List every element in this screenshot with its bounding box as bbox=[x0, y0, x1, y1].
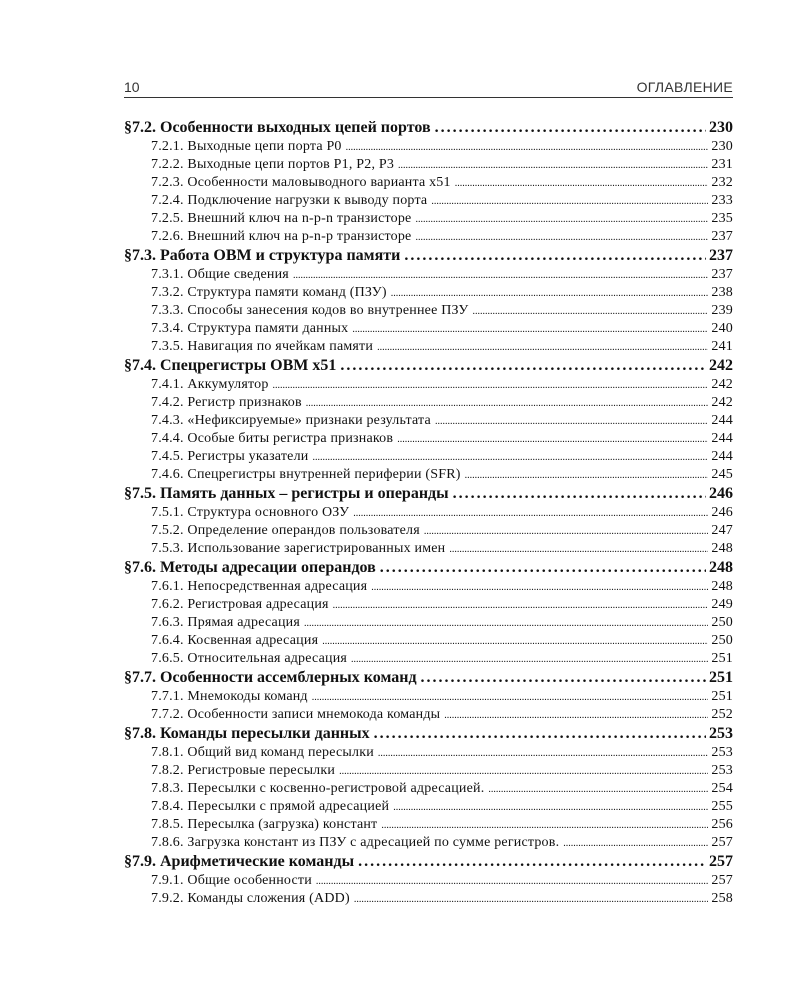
toc-subsection-row bbox=[124, 745, 733, 763]
toc-dot-leader bbox=[424, 526, 709, 537]
toc-entry-title: 7.8.5. Пересылка (загрузка) констант bbox=[151, 817, 378, 832]
toc-entry-title: 7.4.2. Регистр признаков bbox=[151, 395, 302, 410]
toc-entry-title: 7.9.2. Команды сложения (ADD) bbox=[151, 891, 350, 906]
toc-entry-title: §7.3. Работа ОВМ и структура памяти bbox=[124, 247, 401, 264]
toc-page-number: 237 bbox=[709, 247, 733, 264]
toc-entry-title: 7.3.2. Структура памяти команд (ПЗУ) bbox=[151, 285, 387, 300]
toc-dot-leader bbox=[312, 692, 709, 703]
toc-entry-title: 7.9.1. Общие особенности bbox=[151, 873, 312, 888]
toc-dot-leader bbox=[435, 416, 708, 427]
toc-subsection-row bbox=[124, 651, 733, 669]
toc-page-number: 237 bbox=[711, 229, 733, 244]
toc-page-number: 253 bbox=[711, 763, 733, 778]
toc-section-row bbox=[124, 357, 733, 377]
toc-dot-leader bbox=[333, 600, 709, 611]
toc-entry-title: 7.3.1. Общие сведения bbox=[151, 267, 289, 282]
toc-dot-leader bbox=[393, 802, 708, 813]
toc-entry-title: 7.3.4. Структура памяти данных bbox=[151, 321, 349, 336]
toc-entry-title: 7.5.2. Определение операндов пользователя bbox=[151, 523, 420, 538]
toc-entry-title: 7.4.4. Особые биты регистра признаков bbox=[151, 431, 394, 446]
toc-page-number: 230 bbox=[711, 139, 733, 154]
toc-subsection-row bbox=[124, 817, 733, 835]
toc-dot-leader bbox=[374, 725, 706, 743]
toc-subsection-row bbox=[124, 377, 733, 395]
toc-page-number: 244 bbox=[711, 431, 733, 446]
toc-page-number: 249 bbox=[711, 597, 733, 612]
toc-dot-leader bbox=[377, 342, 708, 353]
toc-subsection-row bbox=[124, 597, 733, 615]
toc-section-row bbox=[124, 119, 733, 139]
toc-entry-title: 7.2.5. Внешний ключ на n-p-n транзисторе bbox=[151, 211, 412, 226]
toc-dot-leader bbox=[378, 748, 708, 759]
toc-entry-title: 7.6.3. Прямая адресация bbox=[151, 615, 300, 630]
toc-entry-title: 7.2.1. Выходные цепи порта P0 bbox=[151, 139, 342, 154]
toc-subsection-row bbox=[124, 707, 733, 725]
toc-page-number: 248 bbox=[711, 541, 733, 556]
toc-section-row bbox=[124, 559, 733, 579]
toc-subsection-row bbox=[124, 523, 733, 541]
toc-page-number: 246 bbox=[711, 505, 733, 520]
toc-subsection-row bbox=[124, 193, 733, 211]
toc-dot-leader bbox=[398, 160, 708, 171]
toc-dot-leader bbox=[351, 654, 708, 665]
toc-section-row bbox=[124, 853, 733, 873]
toc-entry-title: 7.5.3. Использование зарегистрированных имен bbox=[151, 541, 446, 556]
toc-entry-title: 7.6.2. Регистровая адресация bbox=[151, 597, 329, 612]
toc-dot-leader bbox=[449, 544, 708, 555]
running-title: ОГЛАВЛЕНИЕ bbox=[636, 79, 733, 95]
toc-subsection-row bbox=[124, 431, 733, 449]
toc-entry-title: 7.6.1. Непосредственная адресация bbox=[151, 579, 368, 594]
toc-page-number: 242 bbox=[711, 377, 733, 392]
toc-dot-leader bbox=[397, 434, 708, 445]
toc-dot-leader bbox=[431, 196, 708, 207]
toc-subsection-row bbox=[124, 541, 733, 559]
toc-page-number: 251 bbox=[711, 651, 733, 666]
toc-subsection-row bbox=[124, 339, 733, 357]
toc-subsection-row bbox=[124, 891, 733, 909]
toc-entry-title: 7.6.4. Косвенная адресация bbox=[151, 633, 319, 648]
toc-page-number: 241 bbox=[711, 339, 733, 354]
toc-page-number: 230 bbox=[709, 119, 733, 136]
toc-subsection-row bbox=[124, 303, 733, 321]
toc-subsection-row bbox=[124, 229, 733, 247]
toc-subsection-row bbox=[124, 395, 733, 413]
toc-page-number: 248 bbox=[709, 559, 733, 576]
toc-subsection-row bbox=[124, 763, 733, 781]
toc-subsection-row bbox=[124, 835, 733, 853]
toc-page-number: 251 bbox=[711, 689, 733, 704]
toc-subsection-row bbox=[124, 413, 733, 431]
toc-entry-title: §7.7. Особенности ассемблерных команд bbox=[124, 669, 417, 686]
toc-dot-leader bbox=[339, 766, 708, 777]
toc-dot-leader bbox=[354, 894, 709, 905]
toc-subsection-row bbox=[124, 505, 733, 523]
toc-dot-leader bbox=[453, 485, 706, 503]
toc-page-number: 240 bbox=[711, 321, 733, 336]
toc-subsection-row bbox=[124, 689, 733, 707]
toc-section-row bbox=[124, 485, 733, 505]
toc-dot-leader bbox=[488, 784, 708, 795]
toc-page-number: 251 bbox=[709, 669, 733, 686]
toc-subsection-row bbox=[124, 633, 733, 651]
toc-subsection-row bbox=[124, 211, 733, 229]
toc-subsection-row bbox=[124, 175, 733, 193]
toc-dot-leader bbox=[465, 470, 709, 481]
toc-dot-leader bbox=[340, 357, 706, 375]
toc-dot-leader bbox=[435, 119, 706, 137]
toc-dot-leader bbox=[380, 559, 706, 577]
toc-entry-title: 7.2.3. Особенности маловыводного варианта x51 bbox=[151, 175, 451, 190]
header-rule bbox=[124, 97, 733, 98]
toc-entry-title: 7.8.6. Загрузка констант из ПЗУ с адресацией по сумме регистров. bbox=[151, 835, 560, 850]
toc-page-number: 255 bbox=[711, 799, 733, 814]
toc-entry-title: 7.8.2. Регистровые пересылки bbox=[151, 763, 336, 778]
toc-subsection-row bbox=[124, 285, 733, 303]
page-number: 10 bbox=[124, 79, 140, 95]
toc-page-number: 237 bbox=[711, 267, 733, 282]
page-header bbox=[124, 74, 733, 98]
table-of-contents bbox=[124, 119, 733, 909]
toc-entry-title: 7.3.3. Способы занесения кодов во внутреннее ПЗУ bbox=[151, 303, 469, 318]
toc-subsection-row bbox=[124, 799, 733, 817]
toc-page-number: 239 bbox=[711, 303, 733, 318]
toc-dot-leader bbox=[346, 142, 709, 153]
toc-page-number: 235 bbox=[711, 211, 733, 226]
toc-page-number: 250 bbox=[711, 633, 733, 648]
toc-section-row bbox=[124, 725, 733, 745]
toc-page-number: 257 bbox=[711, 835, 733, 850]
toc-page-number: 257 bbox=[711, 873, 733, 888]
toc-dot-leader bbox=[358, 853, 706, 871]
toc-page-number: 231 bbox=[711, 157, 733, 172]
toc-dot-leader bbox=[316, 876, 708, 887]
toc-dot-leader bbox=[273, 380, 709, 391]
toc-entry-title: 7.7.1. Мнемокоды команд bbox=[151, 689, 308, 704]
toc-entry-title: 7.2.6. Внешний ключ на p-n-p транзисторе bbox=[151, 229, 412, 244]
toc-page-number: 242 bbox=[711, 395, 733, 410]
toc-entry-title: 7.8.4. Пересылки с прямой адресацией bbox=[151, 799, 390, 814]
toc-subsection-row bbox=[124, 467, 733, 485]
toc-subsection-row bbox=[124, 139, 733, 157]
toc-page-number: 244 bbox=[711, 449, 733, 464]
toc-page-number: 250 bbox=[711, 615, 733, 630]
toc-dot-leader bbox=[353, 508, 708, 519]
toc-dot-leader bbox=[371, 582, 708, 593]
toc-dot-leader bbox=[415, 214, 708, 225]
toc-dot-leader bbox=[421, 669, 706, 687]
toc-page-number: 248 bbox=[711, 579, 733, 594]
toc-page-number: 256 bbox=[711, 817, 733, 832]
toc-dot-leader bbox=[306, 398, 709, 409]
toc-page-number: 252 bbox=[711, 707, 733, 722]
toc-entry-title: 7.2.2. Выходные цепи портов P1, P2, P3 bbox=[151, 157, 395, 172]
toc-dot-leader bbox=[381, 820, 708, 831]
toc-dot-leader bbox=[472, 306, 708, 317]
toc-dot-leader bbox=[415, 232, 708, 243]
toc-entry-title: §7.8. Команды пересылки данных bbox=[124, 725, 370, 742]
toc-dot-leader bbox=[322, 636, 708, 647]
toc-entry-title: 7.2.4. Подключение нагрузки к выводу порта bbox=[151, 193, 428, 208]
toc-page-number: 254 bbox=[711, 781, 733, 796]
toc-page-number: 253 bbox=[711, 745, 733, 760]
toc-dot-leader bbox=[563, 838, 708, 849]
toc-entry-title: §7.9. Арифметические команды bbox=[124, 853, 355, 870]
toc-subsection-row bbox=[124, 781, 733, 799]
toc-dot-leader bbox=[293, 270, 708, 281]
toc-page-number: 253 bbox=[709, 725, 733, 742]
toc-entry-title: 7.5.1. Структура основного ОЗУ bbox=[151, 505, 350, 520]
toc-dot-leader bbox=[391, 288, 709, 299]
toc-dot-leader bbox=[404, 247, 706, 265]
toc-page-number: 233 bbox=[711, 193, 733, 208]
toc-page-number: 245 bbox=[711, 467, 733, 482]
toc-entry-title: 7.4.5. Регистры указатели bbox=[151, 449, 309, 464]
toc-entry-title: §7.2. Особенности выходных цепей портов bbox=[124, 119, 431, 136]
toc-subsection-row bbox=[124, 267, 733, 285]
toc-entry-title: 7.8.1. Общий вид команд пересылки bbox=[151, 745, 374, 760]
toc-entry-title: 7.4.1. Аккумулятор bbox=[151, 377, 269, 392]
toc-page-number: 238 bbox=[711, 285, 733, 300]
toc-section-row bbox=[124, 669, 733, 689]
toc-entry-title: 7.8.3. Пересылки с косвенно-регистровой адресацией. bbox=[151, 781, 485, 796]
toc-entry-title: §7.6. Методы адресации операндов bbox=[124, 559, 376, 576]
toc-dot-leader bbox=[444, 710, 708, 721]
toc-subsection-row bbox=[124, 157, 733, 175]
toc-subsection-row bbox=[124, 579, 733, 597]
toc-page-number: 232 bbox=[711, 175, 733, 190]
toc-section-row bbox=[124, 247, 733, 267]
toc-page-number: 246 bbox=[709, 485, 733, 502]
toc-entry-title: §7.4. Спецрегистры ОВМ x51 bbox=[124, 357, 337, 374]
toc-entry-title: 7.7.2. Особенности записи мнемокода команды bbox=[151, 707, 441, 722]
toc-entry-title: 7.3.5. Навигация по ячейкам памяти bbox=[151, 339, 374, 354]
toc-entry-title: 7.4.6. Спецрегистры внутренней периферии (SFR) bbox=[151, 467, 461, 482]
toc-entry-title: 7.6.5. Относительная адресация bbox=[151, 651, 348, 666]
toc-dot-leader bbox=[312, 452, 708, 463]
toc-entry-title: §7.5. Память данных – регистры и операнды bbox=[124, 485, 449, 502]
toc-subsection-row bbox=[124, 449, 733, 467]
toc-page-number: 257 bbox=[709, 853, 733, 870]
toc-page-number: 244 bbox=[711, 413, 733, 428]
toc-subsection-row bbox=[124, 321, 733, 339]
toc-dot-leader bbox=[455, 178, 709, 189]
toc-subsection-row bbox=[124, 615, 733, 633]
toc-page-number: 247 bbox=[711, 523, 733, 538]
toc-dot-leader bbox=[352, 324, 708, 335]
toc-dot-leader bbox=[304, 618, 708, 629]
toc-subsection-row bbox=[124, 873, 733, 891]
toc-entry-title: 7.4.3. «Нефиксируемые» признаки результата bbox=[151, 413, 431, 428]
toc-page-number: 258 bbox=[711, 891, 733, 906]
toc-page-number: 242 bbox=[709, 357, 733, 374]
